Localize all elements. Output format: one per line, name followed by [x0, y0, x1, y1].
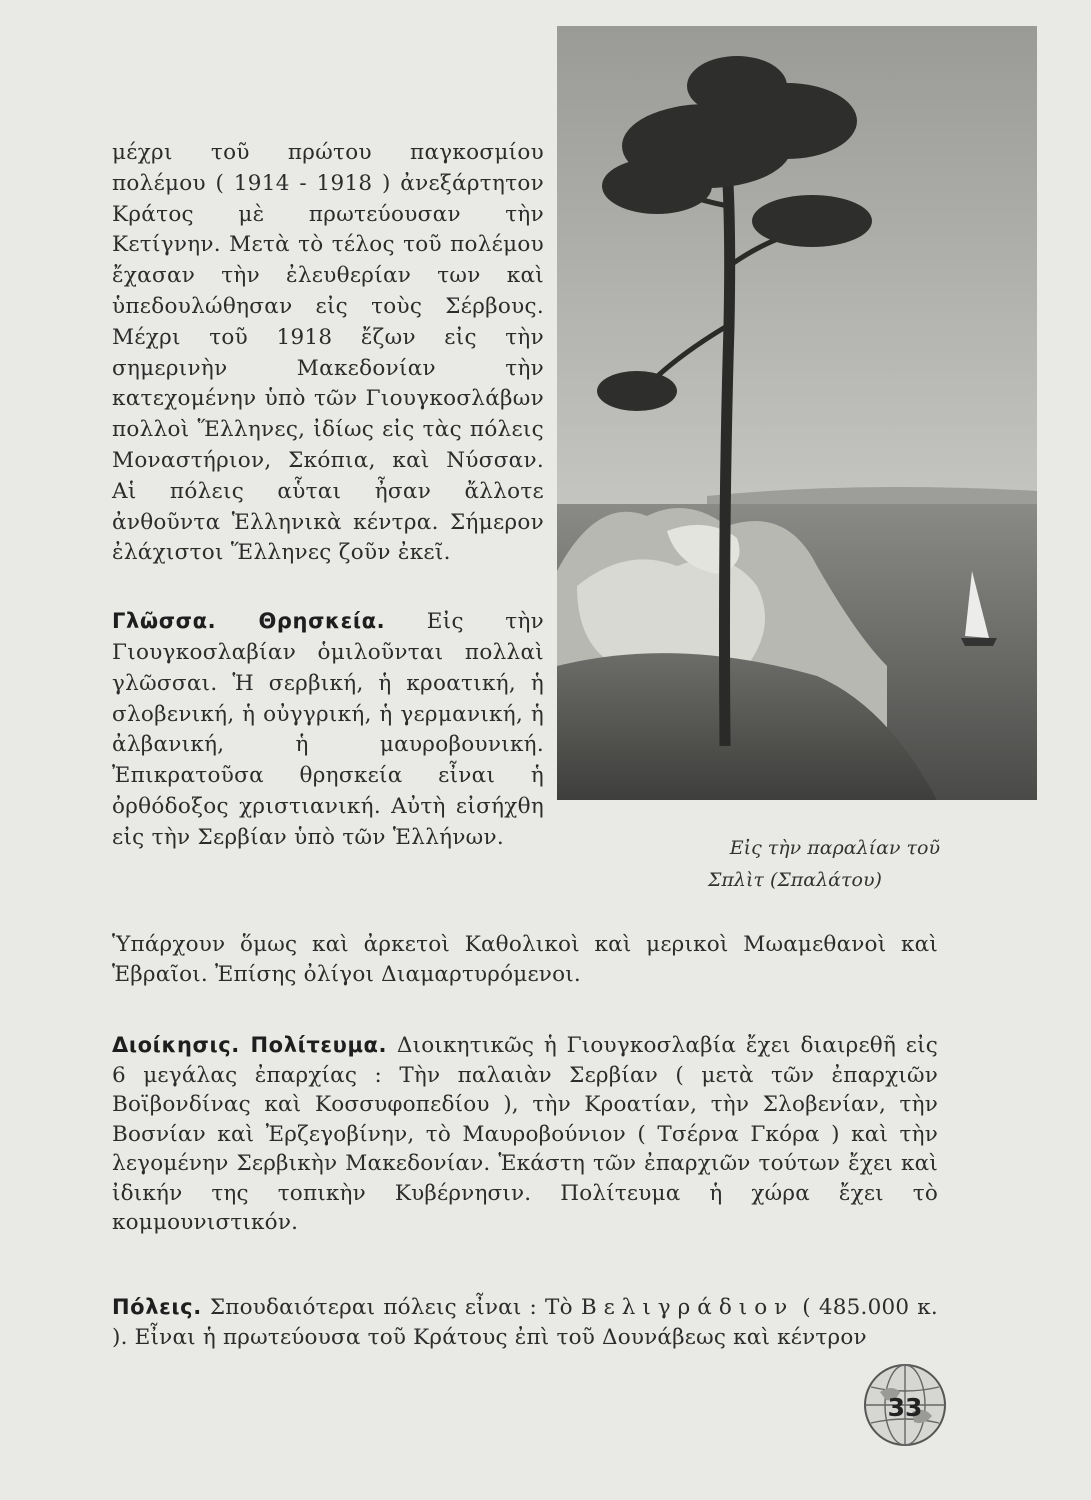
caption-line-1: Εἰς τὴν παραλίαν τοῦ [729, 837, 940, 859]
administration-heading: Διοίκησις. Πολίτευμα. [112, 1033, 388, 1057]
administration-section [112, 1031, 938, 1238]
pine-tree-coast-image [557, 26, 1037, 800]
intro-paragraph: μέχρι τοῦ πρώτου παγκοσμίου πολέμου ( 1914 - 1918 ) ἀνεξάρτητον Κράτος μὲ πρωτεύουσαν τὴν Κετίγνην. Μετὰ τὸ τέλος τοῦ πολέμου ἔχασαν τὴν ἐλευθερίαν των καὶ ὑπεδουλώθησαν εἰς τοὺς Σέρβους. Μέχρι τοῦ 1918 ἔζων εἰς τὴν σημερινὴν Μακεδονίαν τὴν κατεχομένην ὑπὸ τῶν Γιουγκοσλάβων πολλοὶ Ἕλληνες, ἰδίως εἰς τὰς πόλεις Μοναστήριον, Σκόπια, καὶ Νύσσαν. Αἱ πόλεις αὗται ἦσαν ἄλλοτε ἀνθοῦντα Ἑλληνικὰ κέντρα. Σήμερον ἐλάχιστοι Ἕλληνες ζοῦν ἐκεῖ. [112, 140, 544, 566]
administration-paragraph [112, 1031, 938, 1238]
photo-split-coast [557, 26, 1037, 800]
administration-text: Διοικητικῶς ἡ Γιουγκοσλαβία ἔχει διαιρεθῆ εἰς 6 μεγάλας ἐπαρχίας : Τὴν παλαιὰν Σερβίαν ( μετὰ τῶν ἐπαρχιῶν Βοϊβονδίνας καὶ Κοσσυφοπεδίου ), τὴν Κροατίαν, τὴν Σλοβενίαν, τὴν Βοσνίαν καὶ Ἐρζεγοβίνην, τὸ Μαυροβούνιον ( Τσέρνα Γκόρα ) καὶ τὴν λεγομένην Σερβικὴν Μακεδονίαν. Ἑκάστη τῶν ἐπαρχιῶν τούτων ἔχει καὶ ἰδικήν της τοπικὴν Κυβέρνησιν. Πολίτευμα ἡ χώρα ἔχει τὸ κομμουνιστικόν. [112, 1033, 938, 1235]
language-text: Εἰς τὴν Γιουγκοσλαβίαν ὁμιλοῦνται πολλαὶ γλῶσσαι. Ἡ σερβική, ἡ κροατική, ἡ σλοβενική, ἡ οὐγγρική, ἡ γερμανική, ἡ ἀλβανική, ἡ μαυροβουνική. Ἐπικρατοῦσα θρησκεία εἶναι ἡ ὀρθόδοξος χριστιανική. Αὐτὴ εἰσήχθη εἰς τὴν Σερβίαν ὑπὸ τῶν Ἑλλήνων. [112, 609, 545, 850]
caption-line-2: Σπλὶτ (Σπαλάτου) [708, 869, 882, 891]
left-column-text [112, 138, 544, 854]
language-paragraph [112, 606, 544, 853]
religion-continued-text: Ὑπάρχουν ὅμως καὶ ἀρκετοὶ Καθολικοὶ καὶ μερικοὶ Μωαμεθανοὶ καὶ Ἑβραῖοι. Ἐπίσης ὀλίγοι Διαμαρτυρόμενοι. [112, 932, 938, 987]
city-name-belgrade: Βελιγράδιον [580, 1295, 795, 1320]
cities-section [112, 1293, 938, 1352]
cities-text-before: Σπουδαιότεραι πόλεις εἶναι : Τὸ [209, 1295, 573, 1320]
cities-paragraph [112, 1293, 938, 1352]
language-heading: Γλῶσσα. Θρησκεία. [112, 609, 386, 634]
page-number: 33 [887, 1393, 923, 1422]
religion-continued [112, 930, 938, 989]
photo-caption [708, 832, 940, 896]
cities-text-after: ( 485.000 κ. ). Εἶναι ἡ πρωτεύουσα τοῦ Κράτους ἐπὶ τοῦ Δουνάβεως καὶ κέντρον [112, 1295, 938, 1350]
cities-heading: Πόλεις. [112, 1295, 202, 1319]
